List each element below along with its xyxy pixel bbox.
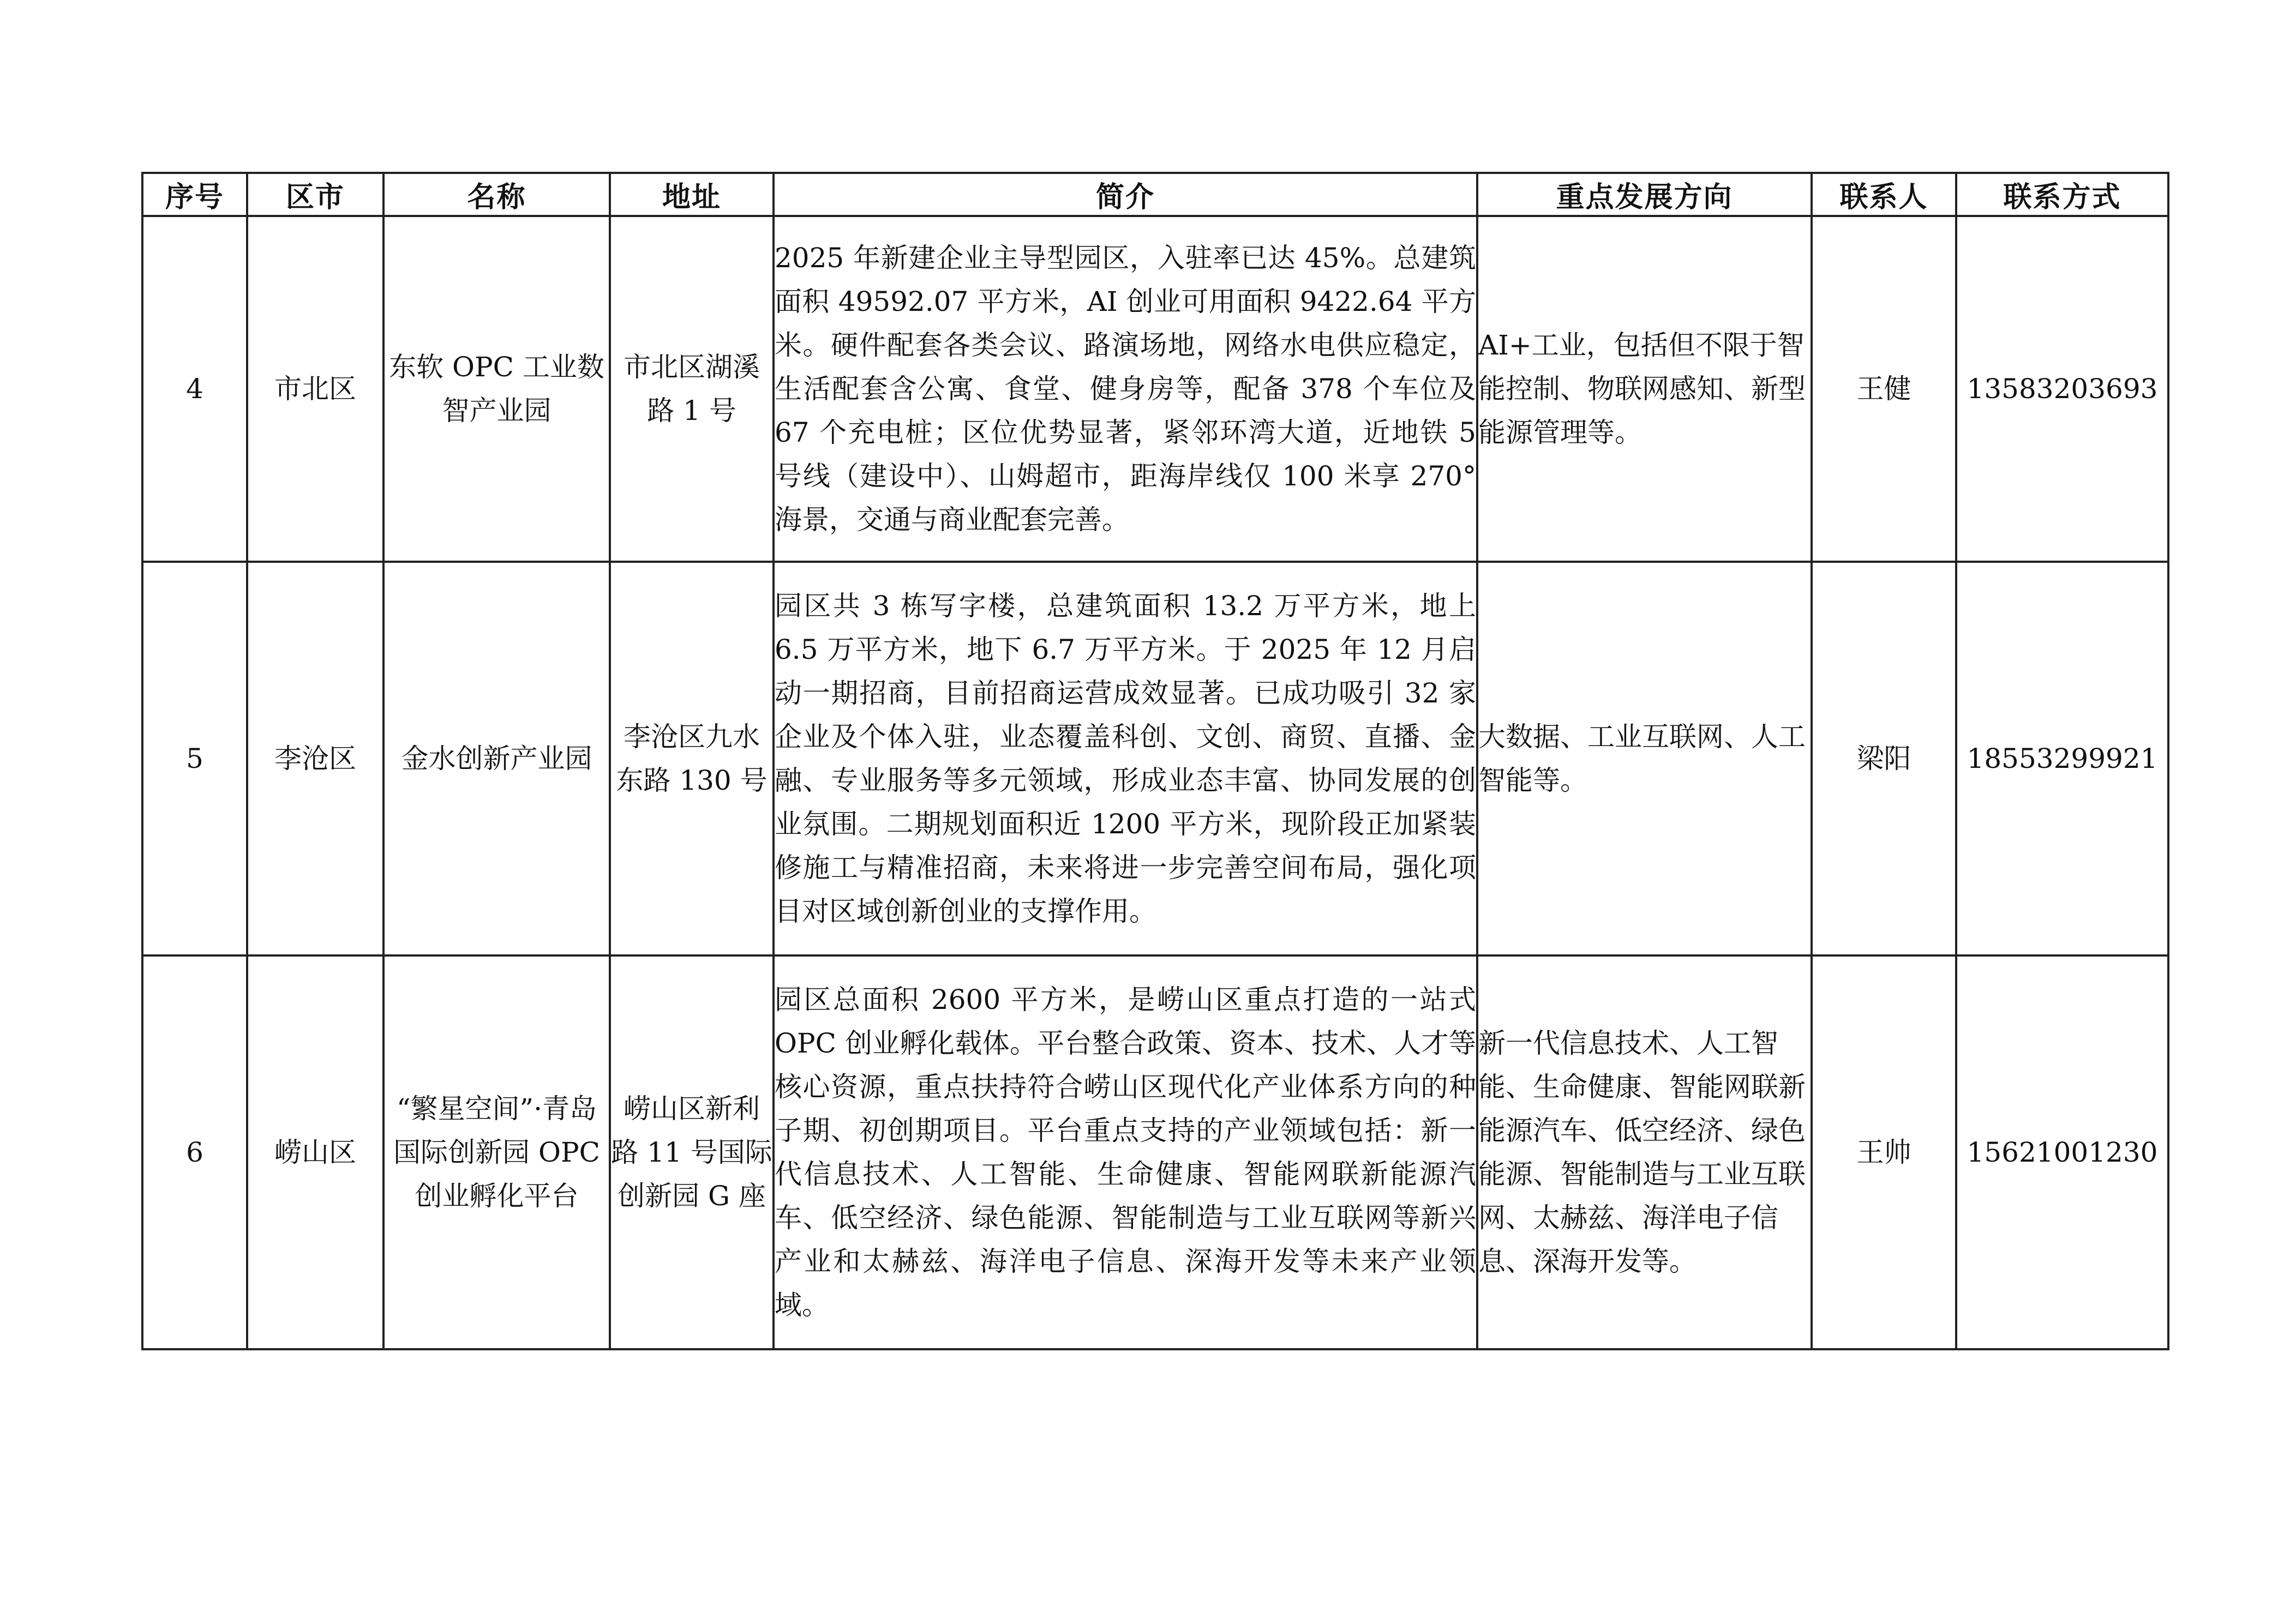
cell-phone: 18553299921 xyxy=(1956,562,2168,955)
cell-direction: 大数据、工业互联网、人工智能等。 xyxy=(1477,562,1812,955)
header-direction: 重点发展方向 xyxy=(1477,173,1812,216)
cell-address: 崂山区新利路 11 号国际创新园 G 座 xyxy=(610,955,774,1349)
cell-no: 4 xyxy=(142,216,247,562)
header-district: 区市 xyxy=(247,173,383,216)
cell-name: 东软 OPC 工业数智产业园 xyxy=(383,216,610,562)
cell-contact: 王帅 xyxy=(1812,955,1956,1349)
header-phone: 联系方式 xyxy=(1956,173,2168,216)
header-name: 名称 xyxy=(383,173,610,216)
cell-contact: 王健 xyxy=(1812,216,1956,562)
table-row xyxy=(142,216,2168,562)
cell-address: 李沧区九水东路 130 号 xyxy=(610,562,774,955)
cell-district: 崂山区 xyxy=(247,955,383,1349)
header-address: 地址 xyxy=(610,173,774,216)
cell-phone: 13583203693 xyxy=(1956,216,2168,562)
cell-intro: 园区共 3 栋写字楼，总建筑面积 13.2 万平方米，地上 6.5 万平方米，地下 6.7 万平方米。于 2025 年 12 月启动一期招商，目前招商运营成效显著。已成功吸引 32 家企业及个体入驻，业态覆盖科创、文创、商贸、直播、金融、专业服务等多元领域，形成业态丰富、协同发展的创业氛围。二期规划面积近 1200 平方米，现阶段正加紧装修施工与精准招商，未来将进一步完善空间布局，强化项目对区域创新创业的支撑作用。 xyxy=(774,562,1477,955)
cell-intro: 园区总面积 2600 平方米，是崂山区重点打造的一站式 OPC 创业孵化载体。平台整合政策、资本、技术、人才等核心资源，重点扶持符合崂山区现代化产业体系方向的种子期、初创期项目。平台重点支持的产业领域包括：新一代信息技术、人工智能、生命健康、智能网联新能源汽车、低空经济、绿色能源、智能制造与工业互联网等新兴产业和太赫兹、海洋电子信息、深海开发等未来产业领域。 xyxy=(774,955,1477,1349)
cell-intro: 2025 年新建企业主导型园区，入驻率已达 45%。总建筑面积 49592.07 平方米，AI 创业可用面积 9422.64 平方米。硬件配套各类会议、路演场地，网络水电供应稳定，生活配套含公寓、食堂、健身房等，配备 378 个车位及 67 个充电桩；区位优势显著，紧邻环湾大道，近地铁 5 号线（建设中）、山姆超市，距海岸线仅 100 米享 270°海景，交通与商业配套完善。 xyxy=(774,216,1477,562)
cell-name: 金水创新产业园 xyxy=(383,562,610,955)
header-intro: 简介 xyxy=(774,173,1477,216)
cell-direction: 新一代信息技术、人工智能、生命健康、智能网联新能源汽车、低空经济、绿色能源、智能制造与工业互联网、太赫兹、海洋电子信息、深海开发等。 xyxy=(1477,955,1812,1349)
cell-no: 6 xyxy=(142,955,247,1349)
cell-district: 李沧区 xyxy=(247,562,383,955)
table-header xyxy=(142,173,2168,216)
table-row xyxy=(142,955,2168,1349)
park-info-table xyxy=(141,172,2169,1350)
cell-no: 5 xyxy=(142,562,247,955)
cell-phone: 15621001230 xyxy=(1956,955,2168,1349)
table-row xyxy=(142,562,2168,955)
header-contact: 联系人 xyxy=(1812,173,1956,216)
header-no: 序号 xyxy=(142,173,247,216)
header-row xyxy=(142,173,2168,216)
cell-direction: AI+工业，包括但不限于智能控制、物联网感知、新型能源管理等。 xyxy=(1477,216,1812,562)
cell-name: “繁星空间”·青岛国际创新园 OPC 创业孵化平台 xyxy=(383,955,610,1349)
cell-address: 市北区湖溪路 1 号 xyxy=(610,216,774,562)
table-body xyxy=(142,216,2168,1349)
cell-district: 市北区 xyxy=(247,216,383,562)
cell-contact: 梁阳 xyxy=(1812,562,1956,955)
